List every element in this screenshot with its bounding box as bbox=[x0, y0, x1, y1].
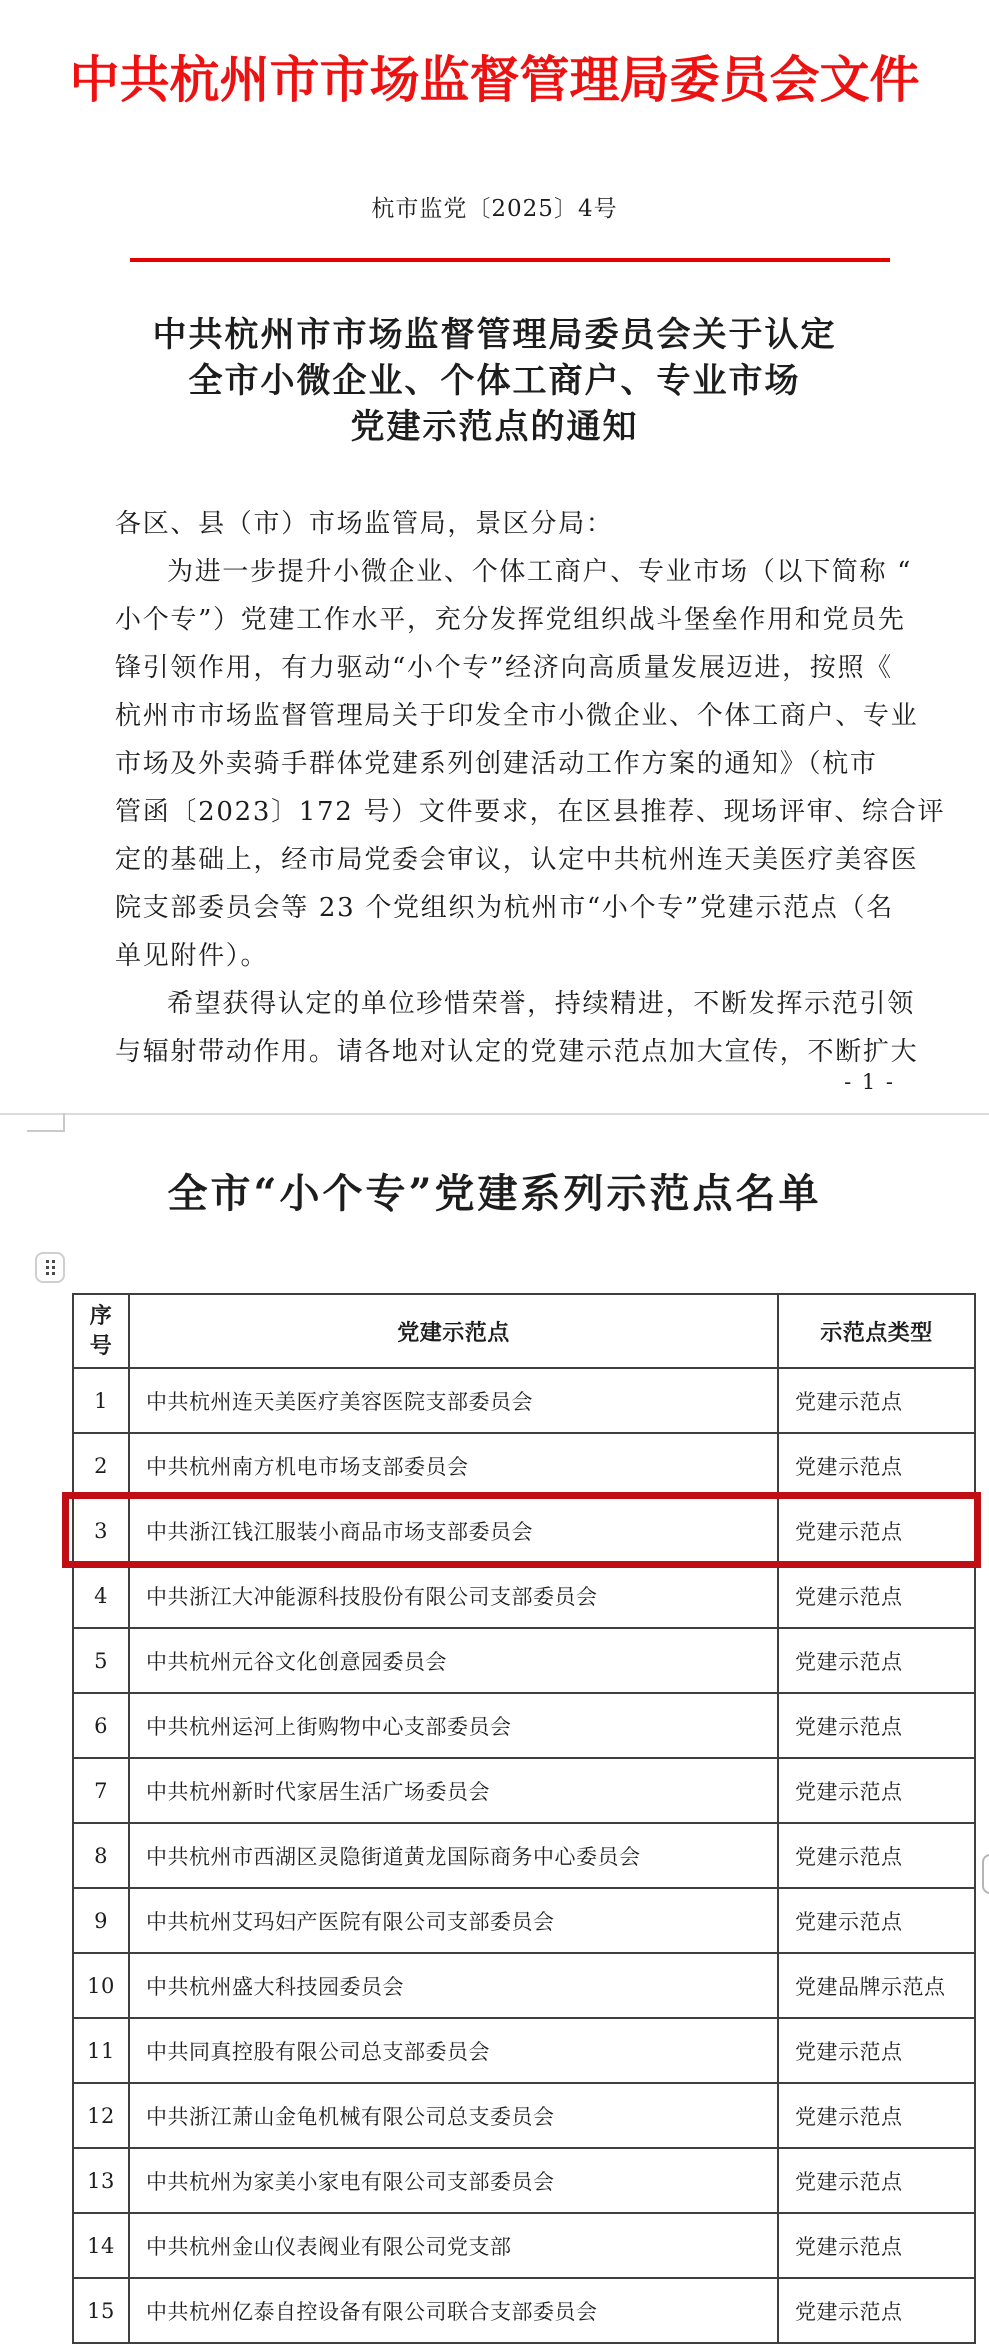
body-line: 管函〔2023〕172 号）文件要求，在区县推荐、现场评审、综合评 bbox=[115, 797, 946, 827]
header-site-name: 党建示范点 bbox=[129, 1294, 778, 1368]
table-row bbox=[73, 1953, 975, 2018]
cell-type: 党建示范点 bbox=[778, 2083, 975, 2148]
body-line: 希望获得认定的单位珍惜荣誉，持续精进，不断发挥示范引领 bbox=[167, 989, 915, 1019]
cell-type: 党建品牌示范点 bbox=[778, 1953, 975, 2018]
cell-seq: 12 bbox=[73, 2083, 129, 2148]
six-dot-grid-icon bbox=[46, 1260, 55, 1275]
table-row bbox=[73, 1693, 975, 1758]
cell-seq: 15 bbox=[73, 2278, 129, 2343]
cell-type: 党建示范点 bbox=[778, 2278, 975, 2343]
cell-seq: 11 bbox=[73, 2018, 129, 2083]
cell-type: 党建示范点 bbox=[778, 2213, 975, 2278]
body-line: 院支部委员会等 23 个党组织为杭州市“小个专”党建示范点（名 bbox=[115, 893, 894, 923]
table-row bbox=[73, 1368, 975, 1433]
cell-seq: 9 bbox=[73, 1888, 129, 1953]
cell-name: 中共杭州金山仪表阀业有限公司党支部 bbox=[129, 2213, 778, 2278]
table-row bbox=[73, 1433, 975, 1498]
cell-name: 中共杭州运河上街购物中心支部委员会 bbox=[129, 1693, 778, 1758]
cell-seq: 5 bbox=[73, 1628, 129, 1693]
header-site-type: 示范点类型 bbox=[778, 1294, 975, 1368]
cell-type: 党建示范点 bbox=[778, 1888, 975, 1953]
red-separator-line bbox=[130, 258, 890, 262]
body-line: 定的基础上，经市局党委会审议，认定中共杭州连天美医疗美容医 bbox=[115, 845, 919, 875]
cell-name: 中共杭州艾玛妇产医院有限公司支部委员会 bbox=[129, 1888, 778, 1953]
table-row bbox=[73, 2083, 975, 2148]
cell-type: 党建示范点 bbox=[778, 1368, 975, 1433]
body-line: 杭州市市场监督管理局关于印发全市小微企业、个体工商户、专业 bbox=[115, 701, 919, 731]
page-number: - 1 - bbox=[844, 1070, 895, 1094]
table-row bbox=[73, 2213, 975, 2278]
cell-type: 党建示范点 bbox=[778, 2018, 975, 2083]
cell-seq: 14 bbox=[73, 2213, 129, 2278]
table-row bbox=[73, 1758, 975, 1823]
document-title-line: 中共杭州市市场监督管理局委员会关于认定 bbox=[152, 315, 837, 355]
document-title-line: 党建示范点的通知 bbox=[350, 407, 639, 447]
cell-name: 中共杭州新时代家居生活广场委员会 bbox=[129, 1758, 778, 1823]
cell-type: 党建示范点 bbox=[778, 1628, 975, 1693]
document-body bbox=[115, 500, 946, 1076]
body-line: 单见附件）。 bbox=[115, 941, 269, 971]
page-corner-mark bbox=[27, 1113, 65, 1132]
side-scroll-handle[interactable] bbox=[982, 1854, 989, 1894]
cell-seq: 8 bbox=[73, 1823, 129, 1888]
table-row bbox=[73, 2278, 975, 2343]
table-row bbox=[73, 1823, 975, 1888]
cell-type: 党建示范点 bbox=[778, 1823, 975, 1888]
body-line: 与辐射带动作用。请各地对认定的党建示范点加大宣传，不断扩大 bbox=[115, 1037, 919, 1067]
table-header-row bbox=[73, 1294, 975, 1368]
cell-type: 党建示范点 bbox=[778, 1563, 975, 1628]
cell-name: 中共杭州为家美小家电有限公司支部委员会 bbox=[129, 2148, 778, 2213]
cell-seq: 4 bbox=[73, 1563, 129, 1628]
page-divider-line bbox=[0, 1113, 989, 1115]
body-line: 锋引领作用，有力驱动“小个专”经济向高质量发展迈进，按照《 bbox=[115, 653, 893, 683]
cell-type: 党建示范点 bbox=[778, 2148, 975, 2213]
cell-name: 中共杭州连天美医疗美容医院支部委员会 bbox=[129, 1368, 778, 1433]
table-row bbox=[73, 1888, 975, 1953]
cell-name: 中共浙江大冲能源科技股份有限公司支部委员会 bbox=[129, 1563, 778, 1628]
cell-type: 党建示范点 bbox=[778, 1693, 975, 1758]
cell-type: 党建示范点 bbox=[778, 1498, 975, 1563]
body-line: 市场及外卖骑手群体党建系列创建活动工作方案的通知》（杭市 bbox=[115, 749, 878, 779]
cell-name: 中共杭州南方机电市场支部委员会 bbox=[129, 1433, 778, 1498]
body-line: 为进一步提升小微企业、个体工商户、专业市场（以下简称 “ bbox=[167, 557, 913, 587]
cell-name: 中共杭州亿泰自控设备有限公司联合支部委员会 bbox=[129, 2278, 778, 2343]
header-seq-no: 序号 bbox=[73, 1294, 129, 1368]
document-title-line: 全市小微企业、个体工商户、专业市场 bbox=[188, 361, 801, 401]
attachment-title: 全市“小个专”党建系列示范点名单 bbox=[167, 1170, 822, 1217]
cell-name: 中共浙江钱江服装小商品市场支部委员会 bbox=[129, 1498, 778, 1563]
cell-seq: 1 bbox=[73, 1368, 129, 1433]
table-row bbox=[73, 1563, 975, 1628]
cell-name: 中共杭州盛大科技园委员会 bbox=[129, 1953, 778, 2018]
demonstration-sites-table bbox=[72, 1293, 976, 2344]
cell-type: 党建示范点 bbox=[778, 1433, 975, 1498]
cell-seq: 7 bbox=[73, 1758, 129, 1823]
document-number: 杭市监党〔2025〕4号 bbox=[371, 196, 618, 222]
red-letterhead-title: 中共杭州市市场监督管理局委员会文件 bbox=[69, 50, 920, 109]
cell-seq: 2 bbox=[73, 1433, 129, 1498]
cell-type: 党建示范点 bbox=[778, 1758, 975, 1823]
cell-seq: 10 bbox=[73, 1953, 129, 2018]
table-row bbox=[73, 2148, 975, 2213]
body-line: 小个专”）党建工作水平，充分发挥党组织战斗堡垒作用和党员先 bbox=[115, 605, 906, 635]
table-drag-handle[interactable] bbox=[35, 1252, 65, 1283]
cell-seq: 13 bbox=[73, 2148, 129, 2213]
table-row-highlighted bbox=[73, 1498, 975, 1563]
document-title bbox=[0, 312, 989, 450]
cell-seq: 6 bbox=[73, 1693, 129, 1758]
cell-seq: 3 bbox=[73, 1498, 129, 1563]
table-row bbox=[73, 2018, 975, 2083]
cell-name: 中共浙江萧山金龟机械有限公司总支委员会 bbox=[129, 2083, 778, 2148]
cell-name: 中共杭州市西湖区灵隐街道黄龙国际商务中心委员会 bbox=[129, 1823, 778, 1888]
salutation-line: 各区、县（市）市场监管局，景区分局： bbox=[115, 509, 614, 539]
cell-name: 中共同真控股有限公司总支部委员会 bbox=[129, 2018, 778, 2083]
table-row bbox=[73, 1628, 975, 1693]
cell-name: 中共杭州元谷文化创意园委员会 bbox=[129, 1628, 778, 1693]
